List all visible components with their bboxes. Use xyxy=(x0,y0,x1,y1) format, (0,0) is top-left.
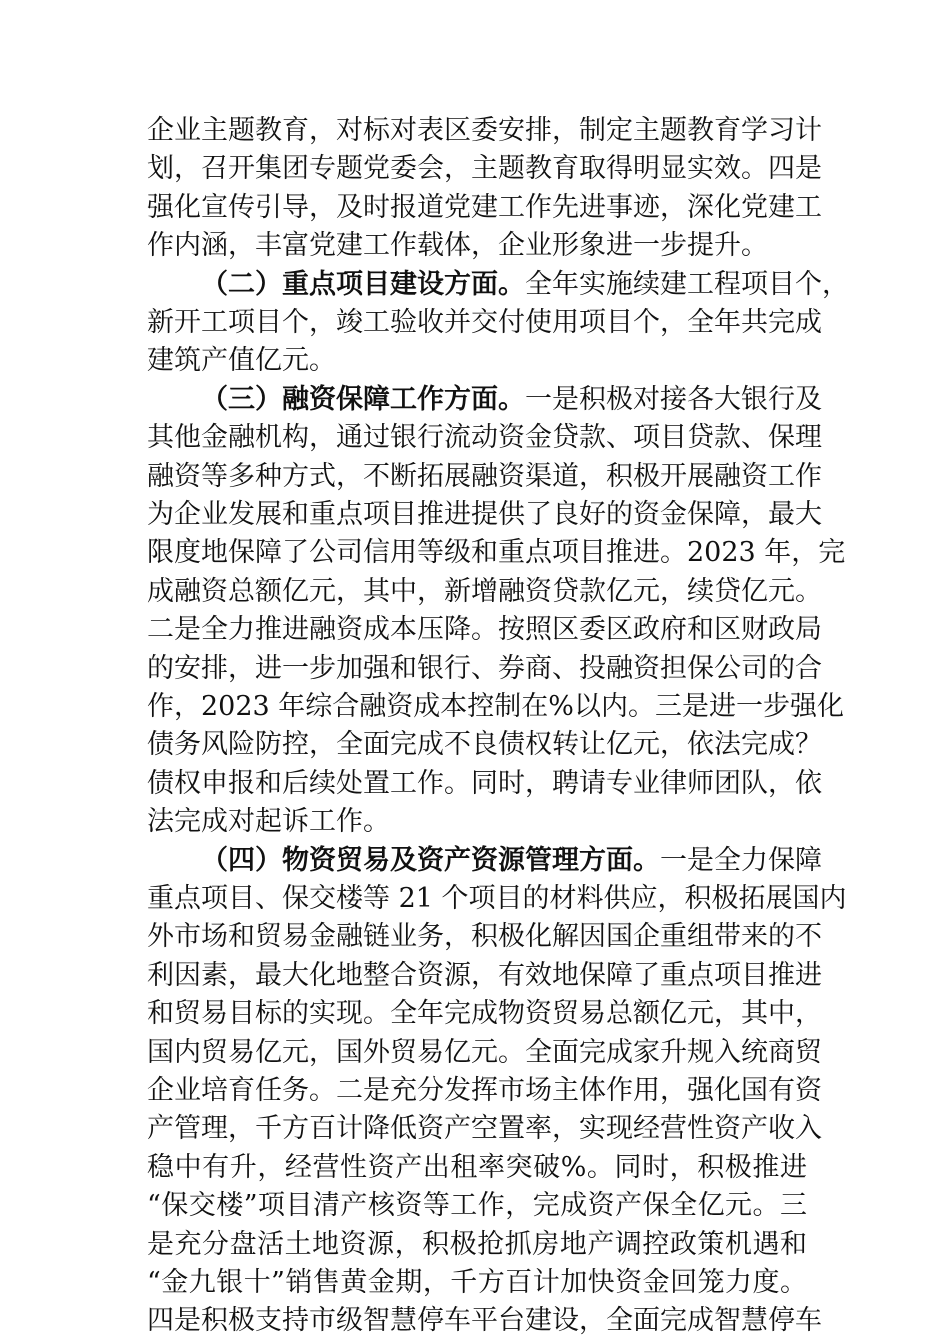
text-line xyxy=(147,227,807,265)
line-text: 债务风险防控，全面完成不良债权转让亿元，依法完成？ xyxy=(147,729,822,761)
line-text: 作内涵，丰富党建工作载体，企业形象进一步提升。 xyxy=(147,230,768,262)
text-line xyxy=(147,1034,822,1072)
line-text: 新开工项目个，竣工验收并交付使用项目个，全年共完成 xyxy=(147,307,822,338)
text-line xyxy=(147,765,822,803)
text-line xyxy=(147,1226,807,1264)
section-heading: （四）物资贸易及资产资源管理方面。 xyxy=(201,844,660,876)
line-text: 国内贸易亿元，国外贸易亿元。全面完成家升规入统商贸 xyxy=(147,1036,822,1068)
text-line xyxy=(147,611,822,649)
line-text: 债权申报和后续处置工作。同时，聘请专业律师团队，依 xyxy=(147,767,822,799)
line-text: 是充分盘活土地资源，积极抢抓房地产调控政策机遇和 xyxy=(147,1228,807,1260)
text-line xyxy=(147,650,822,688)
section-heading-line xyxy=(201,381,822,419)
text-line xyxy=(147,534,846,572)
line-text: 稳中有升，经营性资产出租率突破%。同时，积极推进 xyxy=(147,1151,807,1183)
text-line xyxy=(147,1110,822,1148)
line-text: 一是全力保障 xyxy=(660,844,822,876)
text-line xyxy=(147,496,822,534)
line-text: 强化宣传引导，及时报道党建工作先进事迹，深化党建工 xyxy=(147,191,822,223)
text-line xyxy=(147,1072,822,1110)
line-text: 重点项目、保交楼等 21 个项目的材料供应，积极拓展国内 xyxy=(147,883,847,914)
line-text: 为企业发展和重点项目推进提供了良好的资金保障，最大 xyxy=(147,499,822,530)
line-text: “金九银十”销售黄金期，千方百计加快资金回笼力度。 xyxy=(147,1267,807,1298)
line-text: 外市场和贸易金融链业务，积极化解因国企重组带来的不 xyxy=(147,921,822,953)
section-heading: （三）融资保障工作方面。 xyxy=(201,383,525,415)
section-heading: （二）重点项目建设方面。 xyxy=(201,268,525,300)
text-line xyxy=(147,573,822,611)
line-text: 全年实施续建工程项目个， xyxy=(525,268,849,300)
text-line xyxy=(147,419,822,457)
line-text: 限度地保障了公司信用等级和重点项目推进。2023 年，完 xyxy=(147,537,846,569)
text-line xyxy=(147,1187,807,1225)
text-line xyxy=(147,304,822,342)
text-line xyxy=(147,458,822,496)
text-line xyxy=(147,189,822,227)
line-text: 其他金融机构，通过银行流动资金贷款、项目贷款、保理 xyxy=(147,422,822,454)
line-text: 成融资总额亿元，其中，新增融资贷款亿元，续贷亿元。 xyxy=(147,575,822,607)
line-text: 建筑产值亿元。 xyxy=(147,345,336,377)
text-line xyxy=(147,880,847,918)
text-line xyxy=(147,726,822,764)
line-text: 企业培育任务。二是充分发挥市场主体作用，强化国有资 xyxy=(147,1075,822,1106)
line-text: “保交楼”项目清产核资等工作，完成资产保全亿元。三 xyxy=(147,1190,807,1222)
text-line xyxy=(147,1149,807,1187)
text-line xyxy=(147,995,822,1033)
line-text: 的安排，进一步加强和银行、券商、投融资担保公司的合 xyxy=(147,652,822,684)
line-text: 作，2023 年综合融资成本控制在%以内。三是进一步强化 xyxy=(147,691,844,722)
section-heading-line xyxy=(201,842,822,880)
text-line xyxy=(147,918,822,956)
line-text: 四是积极支持市级智慧停车平台建设，全面完成智慧停车 xyxy=(147,1305,822,1337)
line-text: 划，召开集团专题党委会，主题教育取得明显实效。四是 xyxy=(147,153,822,185)
text-line xyxy=(147,803,807,841)
line-text: 企业主题教育，对标对表区委安排，制定主题教育学习计 xyxy=(147,115,822,146)
section-heading-line xyxy=(201,266,849,304)
line-text: 和贸易目标的实现。全年完成物资贸易总额亿元，其中， xyxy=(147,998,822,1030)
line-text: 融资等多种方式，不断拓展融资渠道，积极开展融资工作 xyxy=(147,460,822,492)
text-line xyxy=(147,112,822,150)
text-line xyxy=(147,1302,822,1340)
text-line xyxy=(147,342,807,380)
line-text: 产管理，千方百计降低资产空置率，实现经营性资产收入 xyxy=(147,1113,822,1145)
line-text: 利因素，最大化地整合资源，有效地保障了重点项目推进 xyxy=(147,959,822,991)
text-line xyxy=(147,1264,807,1302)
text-line xyxy=(147,150,822,188)
text-line xyxy=(147,957,822,995)
line-text: 一是积极对接各大银行及 xyxy=(525,383,822,415)
line-text: 法完成对起诉工作。 xyxy=(147,806,390,838)
text-line xyxy=(147,688,844,726)
line-text: 二是全力推进融资成本压降。按照区委区政府和区财政局 xyxy=(147,614,822,646)
